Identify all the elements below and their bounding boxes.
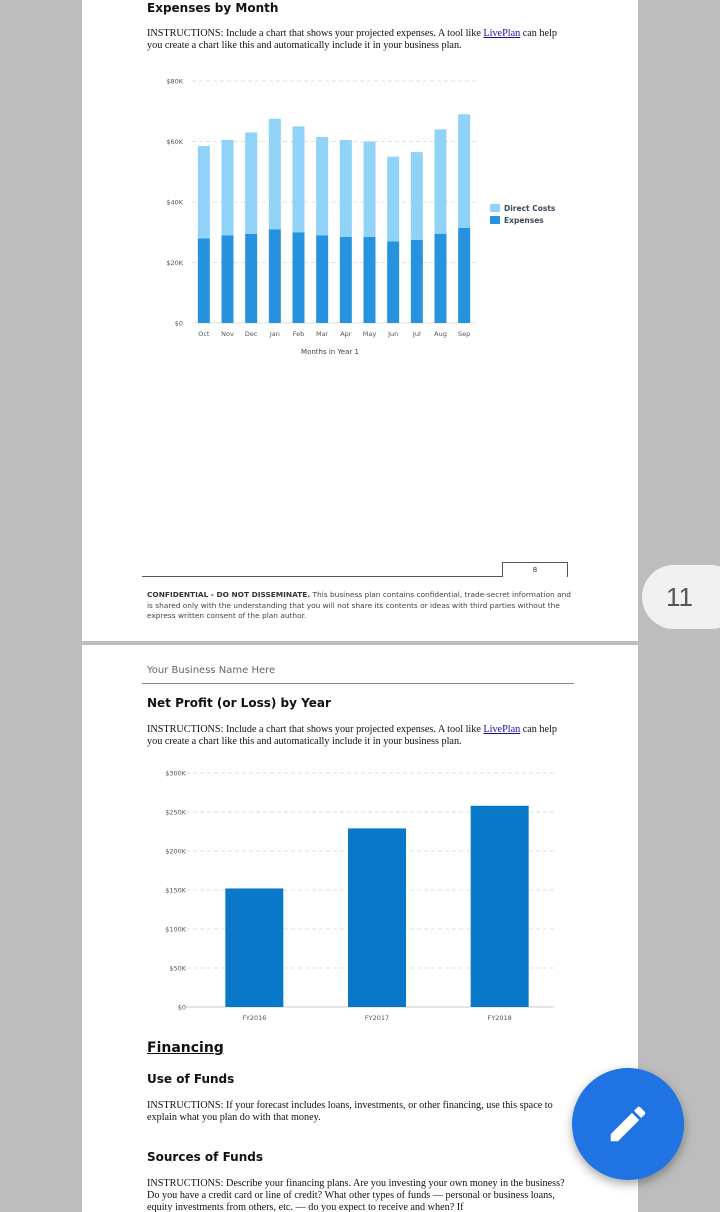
x-tick-label: Oct	[198, 330, 210, 338]
x-tick-label: Dec	[244, 330, 258, 338]
use-of-funds-heading: Use of Funds	[147, 1072, 235, 1086]
bar-direct-costs	[245, 132, 257, 233]
bar-expenses	[340, 237, 352, 323]
bar-direct-costs	[293, 126, 305, 232]
x-tick-label: Sep	[458, 330, 471, 338]
legend-label-expenses: Expenses	[504, 216, 544, 225]
y-tick-label: $80K	[166, 77, 183, 86]
x-tick-label: Feb	[292, 330, 305, 338]
x-tick-label: May	[362, 330, 377, 338]
bar-direct-costs	[387, 157, 399, 242]
y-tick-label: $100K	[165, 925, 186, 934]
legend-swatch-direct-costs	[490, 204, 500, 212]
liveplan-link[interactable]: LivePlan	[483, 28, 521, 39]
bar-expenses	[293, 232, 305, 323]
y-tick-label: $300K	[165, 769, 186, 778]
financing-title: Financing	[147, 1040, 224, 1056]
bar-net-profit	[225, 888, 283, 1007]
bar-expenses	[198, 238, 210, 323]
y-tick-label: $200K	[165, 847, 186, 856]
x-tick-label: Jul	[412, 330, 421, 338]
x-axis-label: Months in Year 1	[301, 348, 359, 356]
y-tick-label: $150K	[165, 886, 186, 895]
x-tick-label: Nov	[221, 330, 234, 338]
bar-expenses	[435, 234, 447, 323]
section-heading-net-profit: Net Profit (or Loss) by Year	[147, 696, 331, 710]
bar-expenses	[364, 237, 376, 323]
x-tick-label: Mar	[316, 330, 329, 338]
pencil-icon	[605, 1101, 651, 1147]
x-tick-label: FY2016	[242, 1014, 267, 1022]
y-tick-label: $250K	[165, 808, 186, 817]
bar-expenses	[222, 235, 234, 323]
legend-label-direct-costs: Direct Costs	[504, 204, 556, 213]
net-profit-instructions: INSTRUCTIONS: Include a chart that shows your projected expenses. A tool like LivePlan can help you create a chart like this and automatically include it in your business plan.	[147, 724, 557, 747]
y-tick-label: $20K	[166, 259, 183, 267]
page-indicator: 11	[642, 565, 720, 629]
bar-direct-costs	[340, 140, 352, 237]
bar-expenses	[316, 235, 328, 323]
document-page-9	[82, 645, 638, 1212]
x-tick-label: Jan	[269, 330, 280, 338]
net-profit-by-year-chart	[82, 645, 638, 1035]
bar-direct-costs	[435, 129, 447, 233]
y-tick-label: $50K	[169, 964, 186, 973]
y-tick-label: $60K	[166, 138, 183, 146]
y-tick-label: $0	[174, 319, 183, 328]
sources-of-funds-instructions: INSTRUCTIONS: Describe your financing plans. Are you investing your own money in the business? Do you have a credit card or line of credit? What other types of funds — personal or business loans, equity investments from others, etc. — do you expect to receive and when? If	[147, 1178, 565, 1212]
bar-direct-costs	[269, 119, 281, 229]
x-tick-label: FY2018	[487, 1014, 512, 1022]
bar-direct-costs	[316, 137, 328, 235]
x-tick-label: Apr	[340, 330, 352, 338]
x-tick-label: FY2017	[364, 1014, 390, 1022]
use-of-funds-instructions: INSTRUCTIONS: If your forecast includes loans, investments, or other financing, use this space to explain what you plan do with that money.	[147, 1100, 553, 1123]
bar-net-profit	[348, 828, 406, 1007]
bar-direct-costs	[222, 140, 234, 235]
edit-button[interactable]	[572, 1068, 684, 1180]
bar-expenses	[458, 228, 470, 323]
liveplan-link[interactable]: LivePlan	[483, 724, 521, 735]
x-tick-label: Aug	[434, 330, 447, 338]
y-tick-label: $0	[177, 1003, 186, 1012]
x-tick-label: Jun	[388, 330, 399, 338]
bar-expenses	[411, 240, 423, 323]
legend-swatch-expenses	[490, 216, 500, 224]
bar-expenses	[245, 234, 257, 323]
document-page-8	[82, 0, 638, 641]
bar-expenses	[269, 229, 281, 323]
expenses-by-month-chart	[82, 0, 638, 370]
bar-net-profit	[471, 806, 529, 1007]
expenses-instructions: INSTRUCTIONS: Include a chart that shows your projected expenses. A tool like LivePlan can help you create a chart like this and automatically include it in your business plan.	[147, 28, 557, 51]
page-number: 8	[502, 562, 568, 577]
sources-of-funds-heading: Sources of Funds	[147, 1150, 263, 1164]
bar-direct-costs	[411, 152, 423, 240]
section-heading-expenses: Expenses by Month	[147, 1, 279, 15]
confidential-notice: CONFIDENTIAL - DO NOT DISSEMINATE. This business plan contains confidential, trade-secret information and is shared only with the understanding that you will not share its contents or ideas with third parties without the express written consent of the plan author.	[147, 590, 571, 620]
bar-direct-costs	[364, 142, 376, 237]
business-name-header: Your Business Name Here	[147, 665, 276, 676]
bar-direct-costs	[458, 114, 470, 227]
bar-expenses	[387, 241, 399, 323]
y-tick-label: $40K	[166, 198, 183, 207]
bar-direct-costs	[198, 146, 210, 238]
